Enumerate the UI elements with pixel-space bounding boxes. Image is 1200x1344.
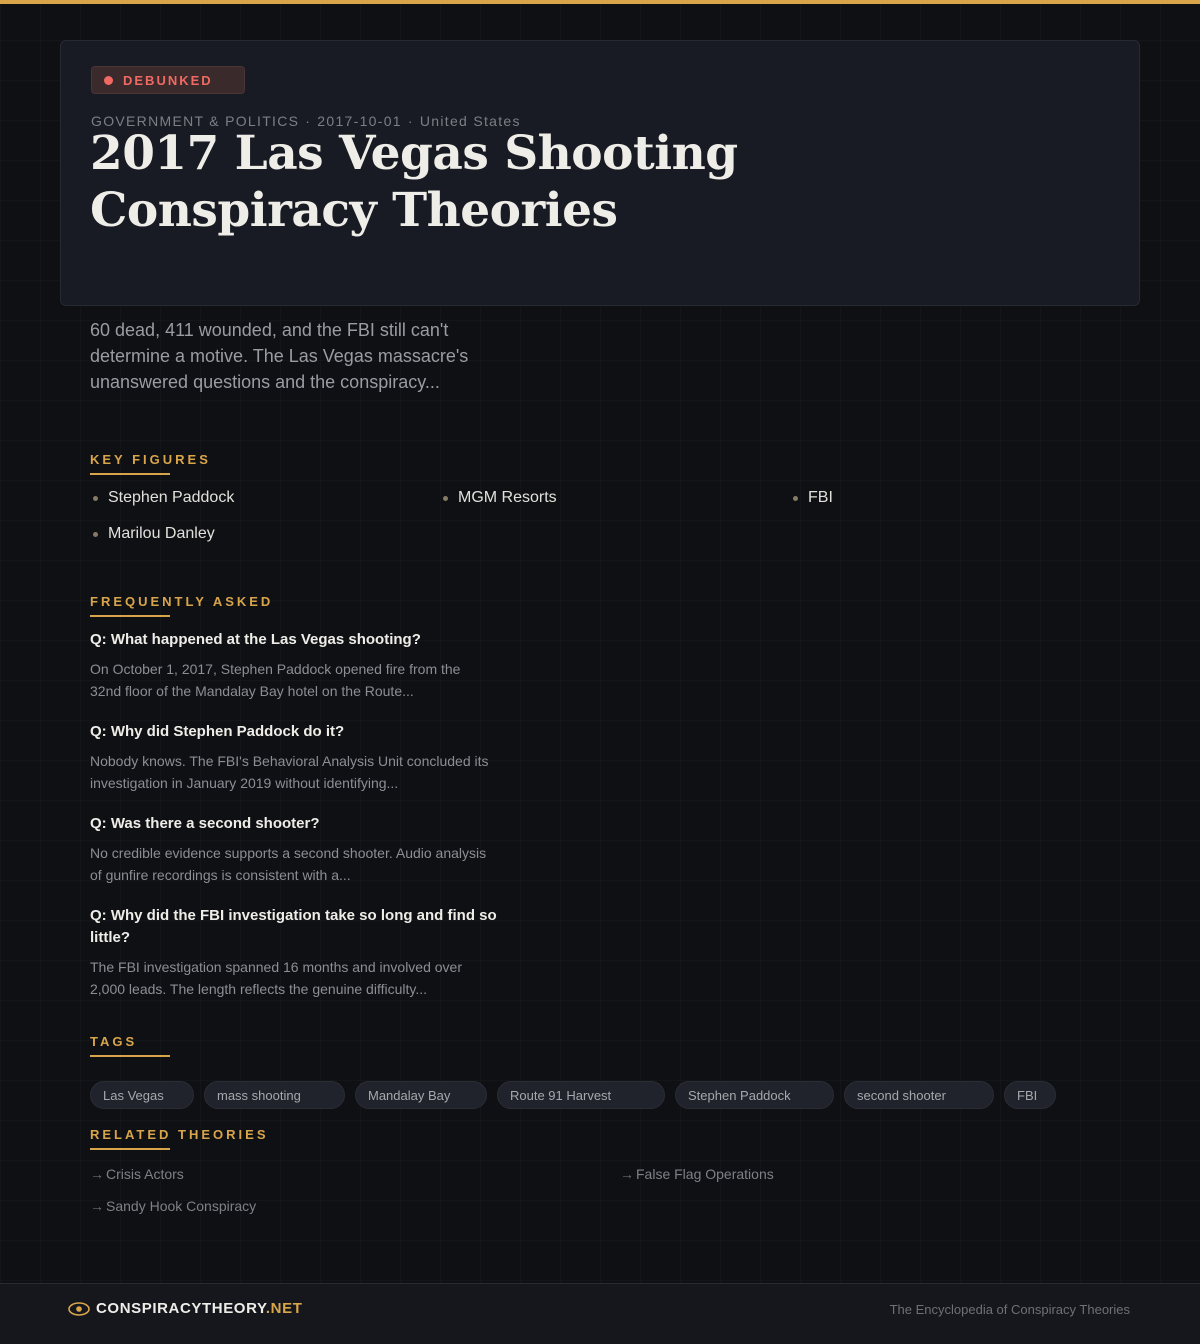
section-underline	[90, 473, 170, 475]
faq-answer: No credible evidence supports a second shooter. Audio analysis of gunfire recordings is consistent with a...	[90, 845, 487, 883]
key-figure-label: MGM Resorts	[458, 489, 557, 506]
faq-answer: Nobody knows. The FBI's Behavioral Analysis Unit concluded its investigation in January 2019 without identifying...	[90, 753, 489, 791]
tag-pill[interactable]: Mandalay Bay	[355, 1081, 487, 1109]
bullet-icon	[443, 496, 448, 501]
related-theory-label: Crisis Actors	[106, 1166, 184, 1182]
key-figure-item[interactable]	[90, 489, 234, 507]
related-theory-link[interactable]	[620, 1166, 774, 1182]
key-figures-heading: KEY FIGURES	[90, 452, 211, 467]
page-title: 2017 Las Vegas Shooting Conspiracy Theories	[90, 126, 738, 238]
tag-pill[interactable]: second shooter	[844, 1081, 994, 1109]
eye-icon	[68, 1302, 90, 1316]
faq-question: Q: Why did the FBI investigation take so long and find so little?	[90, 907, 497, 946]
meta-separator: ·	[407, 113, 414, 129]
meta-separator: ·	[305, 113, 312, 129]
faq-answer: The FBI investigation spanned 16 months and involved over 2,000 leads. The length reflects the genuine difficulty...	[90, 959, 463, 997]
bullet-icon	[93, 532, 98, 537]
date: 2017-10-01	[317, 113, 402, 129]
tag-pill[interactable]: Route 91 Harvest	[497, 1081, 665, 1109]
key-figure-item[interactable]	[440, 489, 557, 507]
footer-tagline: The Encyclopedia of Conspiracy Theories	[889, 1302, 1130, 1317]
tag-list	[90, 1081, 1066, 1109]
faq-answer: On October 1, 2017, Stephen Paddock opened fire from the 32nd floor of the Mandalay Bay hotel on the Route...	[90, 661, 461, 699]
site-logo[interactable]	[68, 1300, 302, 1317]
key-figure-label: FBI	[808, 489, 833, 506]
logo-text	[96, 1300, 302, 1317]
section-underline	[90, 615, 170, 617]
section-underline	[90, 1055, 170, 1057]
logo-tld: .NET	[265, 1300, 303, 1317]
tag-pill[interactable]: FBI	[1004, 1081, 1056, 1109]
key-figure-item[interactable]	[790, 489, 833, 507]
category-link[interactable]: GOVERNMENT & POLITICS	[91, 113, 300, 129]
top-accent-bar	[0, 0, 1200, 4]
hero-card	[60, 40, 1140, 306]
arrow-right-icon: →	[90, 1198, 104, 1214]
related-theory-label: Sandy Hook Conspiracy	[106, 1198, 257, 1214]
related-theory-label: False Flag Operations	[636, 1166, 774, 1182]
tag-pill[interactable]: Stephen Paddock	[675, 1081, 834, 1109]
status-dot-icon	[104, 76, 113, 85]
key-figure-label: Stephen Paddock	[108, 489, 235, 506]
site-footer	[0, 1283, 1200, 1344]
bullet-icon	[793, 496, 798, 501]
faq-heading: FREQUENTLY ASKED	[90, 594, 274, 609]
key-figure-item[interactable]	[90, 525, 215, 543]
related-theory-link[interactable]	[90, 1198, 256, 1214]
related-theory-link[interactable]	[90, 1166, 184, 1182]
tag-pill[interactable]: Las Vegas	[90, 1081, 194, 1109]
status-badge-label: DEBUNKED	[123, 72, 213, 88]
related-theories-heading: RELATED THEORIES	[90, 1127, 269, 1142]
arrow-right-icon: →	[620, 1166, 634, 1182]
section-underline	[90, 1148, 170, 1150]
tags-heading: TAGS	[90, 1034, 138, 1049]
tag-pill[interactable]: mass shooting	[204, 1081, 345, 1109]
key-figure-label: Marilou Danley	[108, 525, 215, 542]
faq-question: Q: What happened at the Las Vegas shooting?	[90, 631, 421, 648]
logo-name: CONSPIRACYTHEORY	[96, 1300, 266, 1317]
location: United States	[419, 113, 521, 129]
faq-question: Q: Why did Stephen Paddock do it?	[90, 723, 345, 740]
arrow-right-icon: →	[90, 1166, 104, 1182]
status-badge	[91, 66, 245, 94]
summary-text: 60 dead, 411 wounded, and the FBI still can't determine a motive. The Las Vegas massacre's unanswered questions and the conspiracy...	[90, 320, 469, 392]
faq-question: Q: Was there a second shooter?	[90, 815, 320, 832]
bullet-icon	[93, 496, 98, 501]
